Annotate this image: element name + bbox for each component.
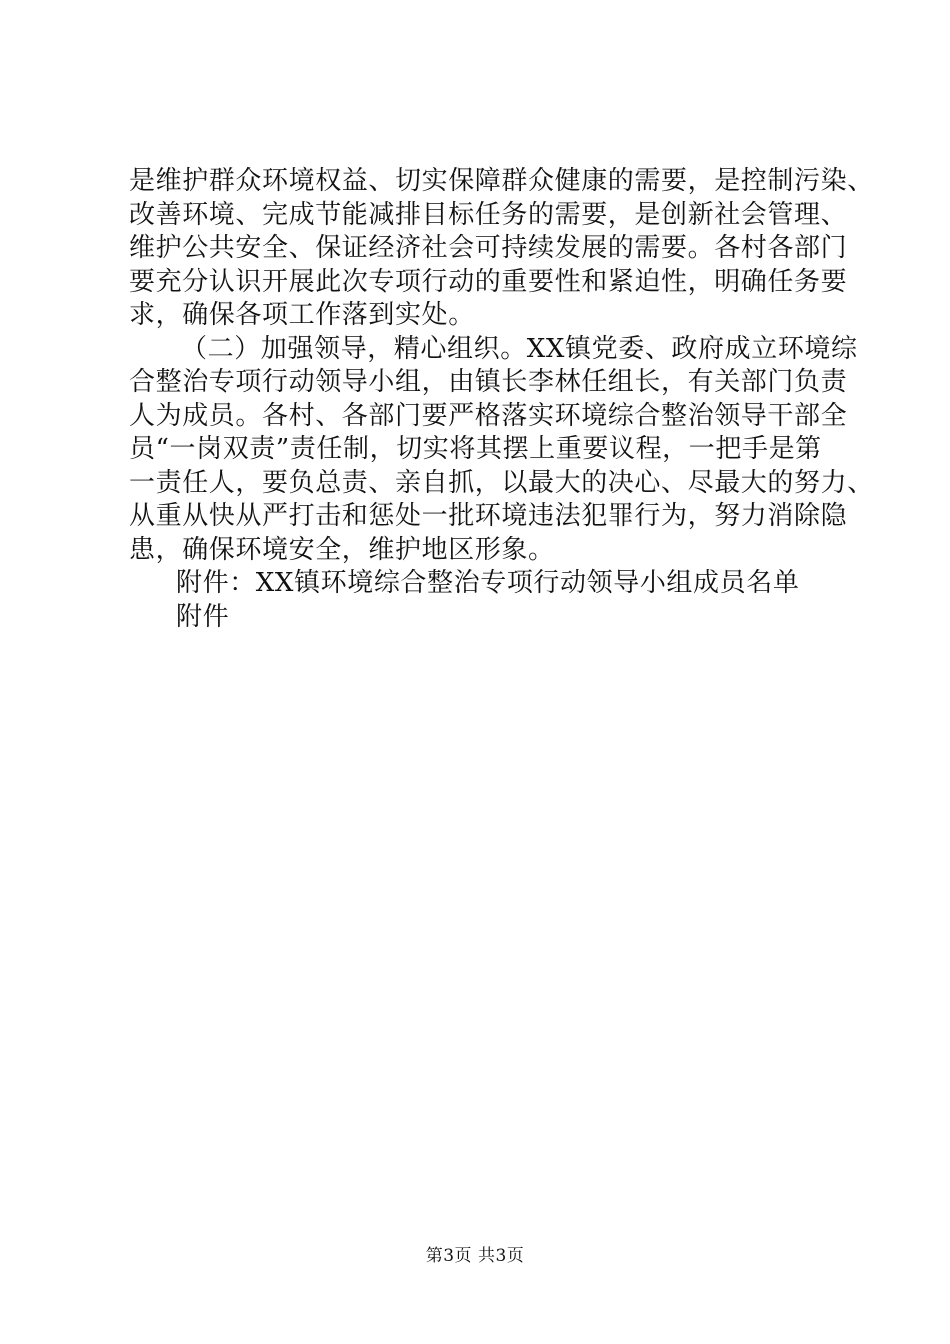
section-heading-line: （二）加强领导，精心组织。XX镇党委、政府成立环境综 xyxy=(181,333,858,364)
body-line: 求，确保各项工作落到实处。 xyxy=(129,300,475,330)
body-line: 从重从快从严打击和惩处一批环境违法犯罪行为，努力消除隐 xyxy=(129,501,848,531)
body-line: 员“一岗双责”责任制，切实将其摆上重要议程，一把手是第 xyxy=(129,434,822,464)
body-line: 人为成员。各村、各部门要严格落实环境综合整治领导干部全 xyxy=(129,400,848,431)
document-body xyxy=(129,165,874,634)
body-line: 是维护群众环境权益、切实保障群众健康的需要，是控制污染、 xyxy=(129,166,874,196)
body-line: 维护公共安全、保证经济社会可持续发展的需要。各村各部门 xyxy=(129,233,848,263)
body-line: 改善环境、完成节能减排目标任务的需要，是创新社会管理、 xyxy=(129,199,848,230)
attachment-label: 附件 xyxy=(176,601,230,632)
body-line: 要充分认识开展此次专项行动的重要性和紧迫性，明确任务要 xyxy=(129,266,848,297)
attachment-line: 附件：XX镇环境综合整治专项行动领导小组成员名单 xyxy=(176,568,800,598)
body-line: 合整治专项行动领导小组，由镇长李林任组长，有关部门负责 xyxy=(129,367,848,397)
body-line: 患，确保环境安全，维护地区形象。 xyxy=(129,534,555,565)
body-line: 一责任人，要负总责、亲自抓，以最大的决心、尽最大的努力、 xyxy=(129,467,874,498)
page-footer: 第3页 共3页 xyxy=(425,1246,525,1266)
